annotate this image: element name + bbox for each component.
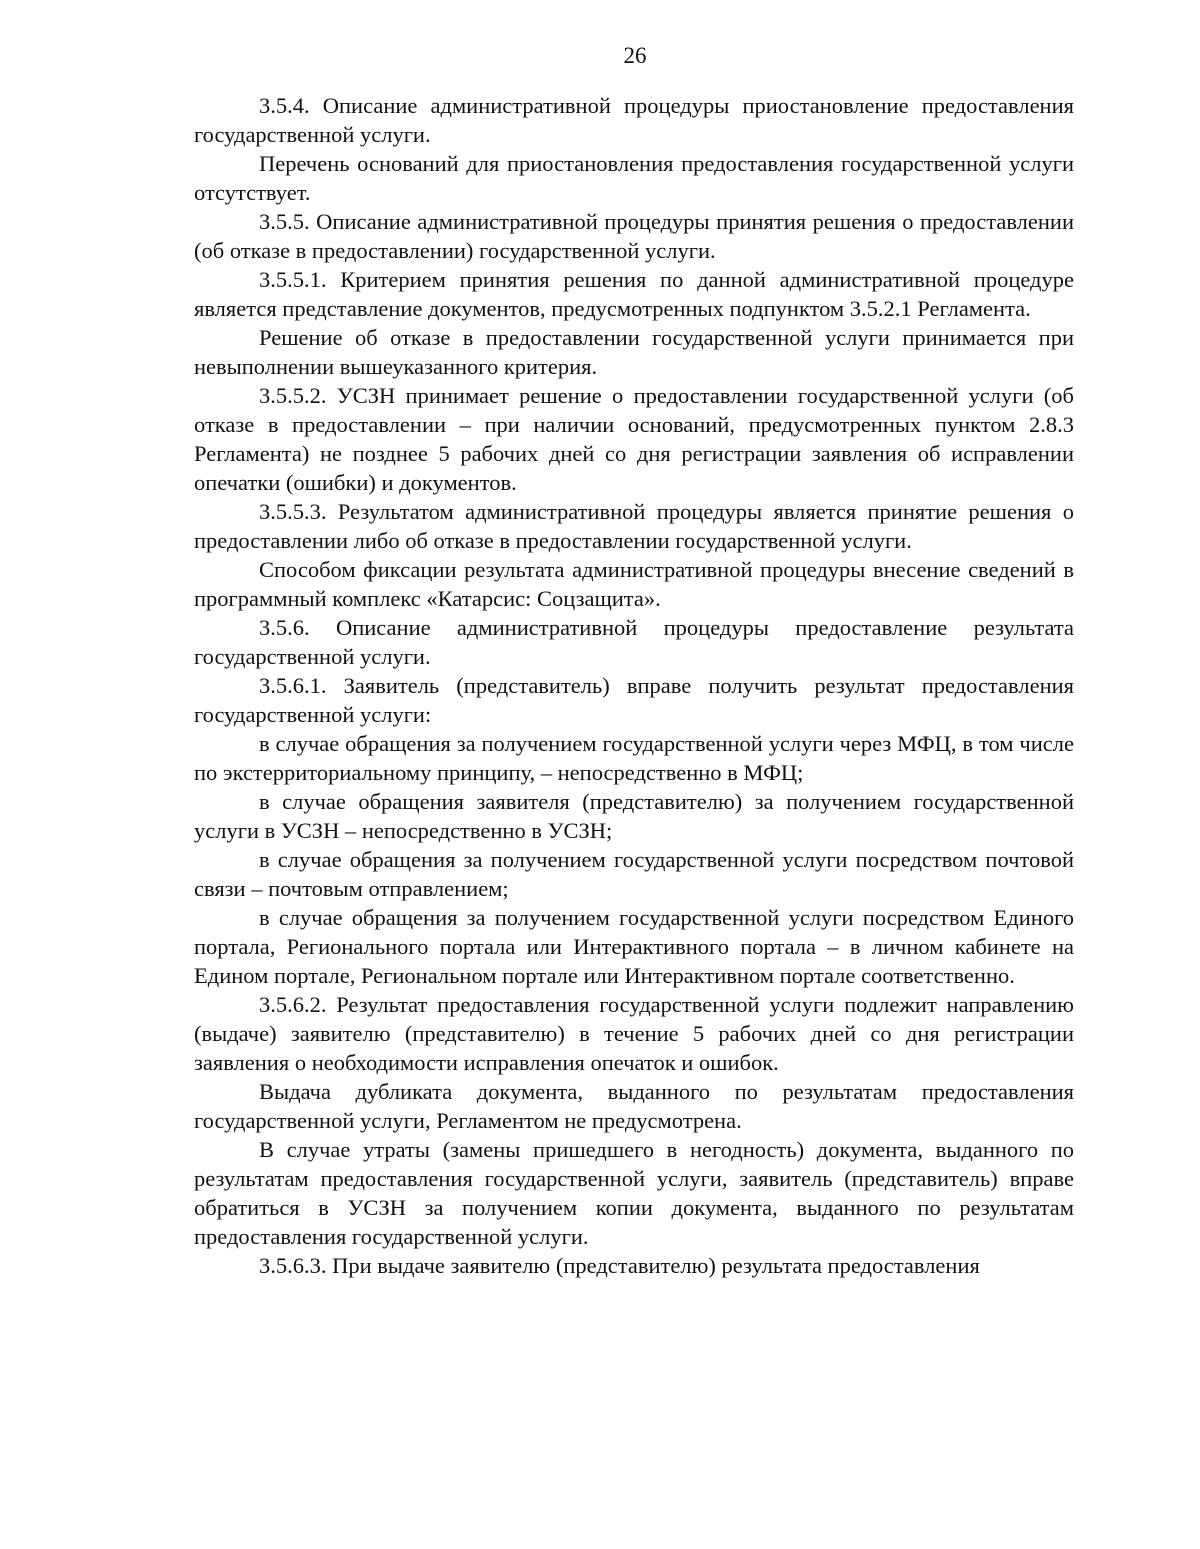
paragraph-refusal-decision: Решение об отказе в предоставлении государственной услуги принимается при невыполнении вышеуказанного критерия. — [194, 325, 1074, 379]
paragraph-duplicate: Выдача дубликата документа, выданного по результатам предоставления государственной услуги, Регламентом не предусмотрена. — [194, 1079, 1074, 1133]
page-number: 26 — [623, 43, 647, 68]
paragraph-3-5-5: 3.5.5. Описание административной процедуры принятия решения о предоставлении (об отказе в предоставлении) государственной услуги. — [194, 209, 1074, 263]
paragraph-suspension-grounds: Перечень оснований для приостановления предоставления государственной услуги отсутствует. — [194, 151, 1074, 205]
paragraph-3-5-6-1: 3.5.6.1. Заявитель (представитель) вправе получить результат предоставления государственной услуги: — [194, 673, 1074, 727]
paragraph-3-5-5-2: 3.5.5.2. УСЗН принимает решение о предоставлении государственной услуги (об отказе в предоставлении – при наличии оснований, предусмотренных пунктом 2.8.3 Регламента) не позднее 5 рабочих дней со дня регистрации заявления об исправлении опечатки (ошибки) и документов. — [194, 383, 1074, 495]
list-item-mfc: в случае обращения за получением государственной услуги через МФЦ, в том числе по экстерриториальному принципу, – непосредственно в МФЦ; — [194, 731, 1074, 785]
list-item-postal: в случае обращения за получением государственной услуги посредством почтовой связи – почтовым отправлением; — [194, 847, 1074, 901]
paragraph-3-5-6-2: 3.5.6.2. Результат предоставления государственной услуги подлежит направлению (выдаче) заявителю (представителю) в течение 5 рабочих дней со дня регистрации заявления о необходимости исправления опечаток и ошибок. — [194, 992, 1074, 1075]
list-item-portal: в случае обращения за получением государственной услуги посредством Единого портала, Регионального портала или Интерактивного портала – в личном кабинете на Едином портале, Региональном портале или Интерактивном портале соответственно. — [194, 905, 1074, 988]
paragraph-3-5-6: 3.5.6. Описание административной процедуры предоставление результата государственной услуги. — [194, 615, 1074, 669]
list-item-uszn: в случае обращения заявителя (представителю) за получением государственной услуги в УСЗН – непосредственно в УСЗН; — [194, 789, 1074, 843]
paragraph-3-5-5-3: 3.5.5.3. Результатом административной процедуры является принятие решения о предоставлении либо об отказе в предоставлении государственной услуги. — [194, 499, 1074, 553]
paragraph-3-5-6-3: 3.5.6.3. При выдаче заявителю (представителю) результата предоставления — [259, 1253, 980, 1278]
paragraph-document-loss: В случае утраты (замены пришедшего в негодность) документа, выданного по результатам предоставления государственной услуги, заявитель (представитель) вправе обратиться в УСЗН за получением копии документа, выданного по результатам предоставления государственной услуги. — [194, 1137, 1074, 1249]
paragraph-3-5-5-1: 3.5.5.1. Критерием принятия решения по данной административной процедуре является представление документов, предусмотренных подпунктом 3.5.2.1 Регламента. — [194, 267, 1074, 321]
paragraph-result-recording: Способом фиксации результата административной процедуры внесение сведений в программный комплекс «Катарсис: Соцзащита». — [194, 557, 1074, 611]
paragraph-3-5-4: 3.5.4. Описание административной процедуры приостановление предоставления государственной услуги. — [194, 93, 1074, 147]
document-body — [194, 91, 1074, 1280]
